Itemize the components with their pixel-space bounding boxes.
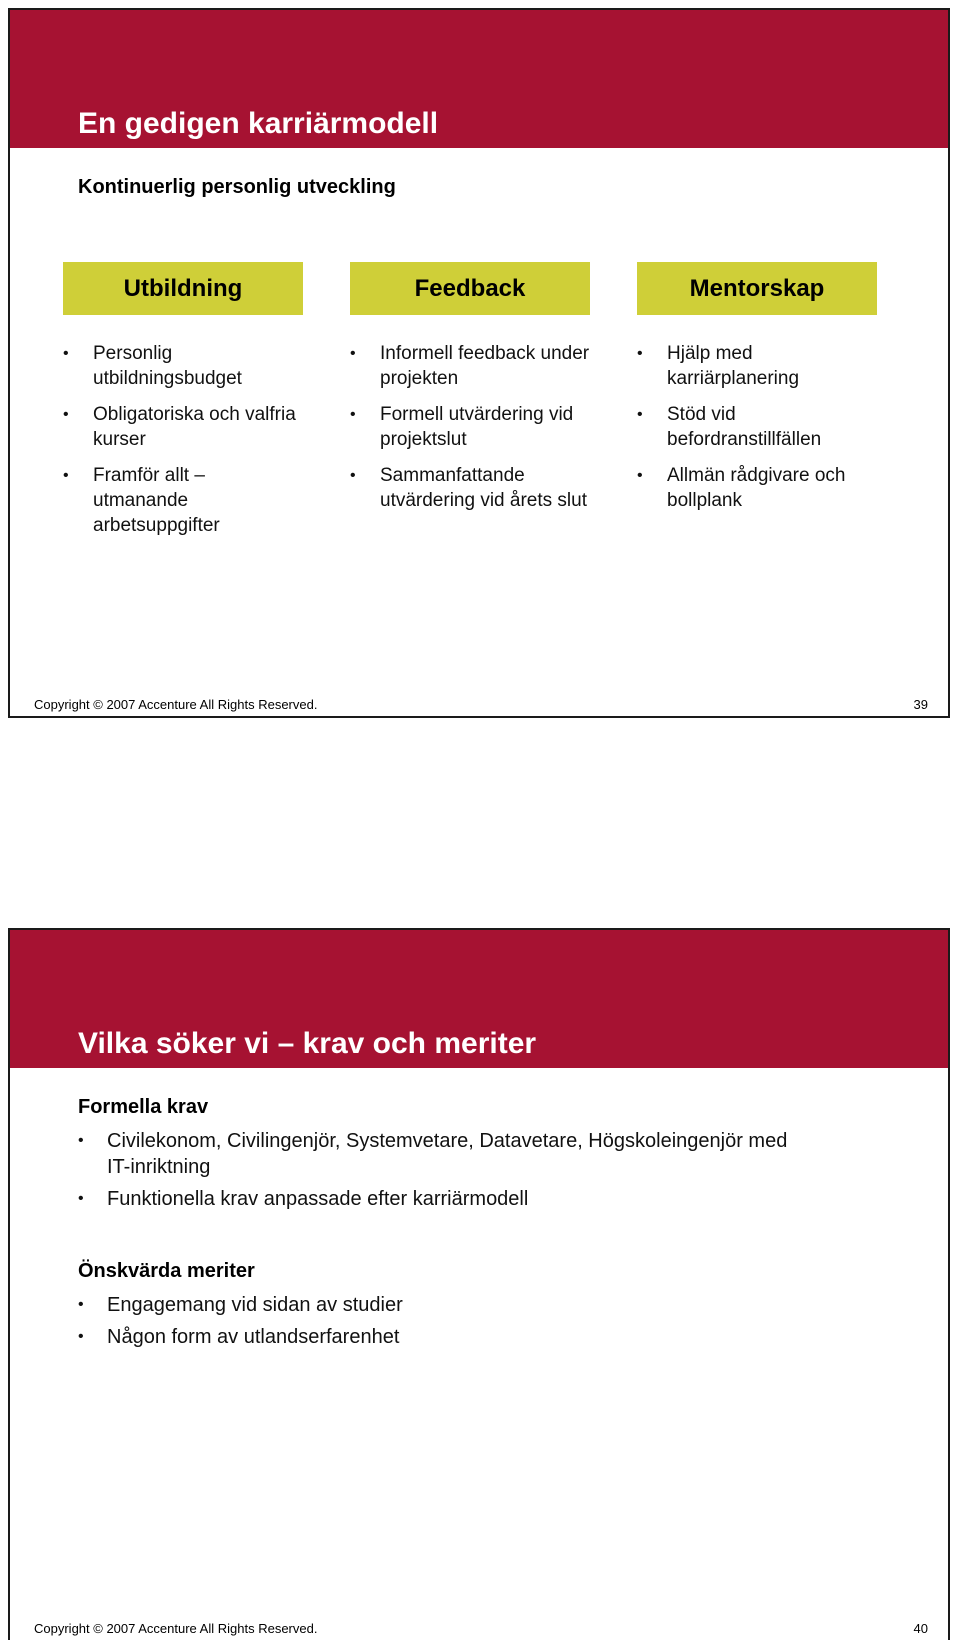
list-item: • Framför allt – utmanande arbetsuppgifter xyxy=(63,463,303,538)
slide-title: En gedigen karriärmodell xyxy=(78,107,439,140)
list-item: • Civilekonom, Civilingenjör, Systemvetare, Datavetare, Högskoleingenjör med IT-inriktning xyxy=(78,1128,798,1180)
column-mentorskap xyxy=(637,262,877,524)
slide-39 xyxy=(8,8,950,718)
slide-title: Vilka söker vi – krav och meriter xyxy=(78,1027,537,1060)
slide-subtitle: Kontinuerlig personlig utveckling xyxy=(78,176,396,198)
page-number: 40 xyxy=(913,1621,928,1636)
list-item: • Informell feedback under projekten xyxy=(350,341,590,391)
list-item: • Någon form av utlandserfarenhet xyxy=(78,1324,798,1350)
list-item: • Personlig utbildningsbudget xyxy=(63,341,303,391)
column-header: Feedback xyxy=(350,262,590,315)
bullet-list xyxy=(350,341,590,513)
list-item: • Hjälp med karriärplanering xyxy=(637,341,877,391)
bullet-list xyxy=(78,1292,798,1356)
column-header: Mentorskap xyxy=(637,262,877,315)
section-heading-desired: Önskvärda meriter xyxy=(78,1260,255,1282)
bullet-list xyxy=(63,341,303,538)
copyright-footer: Copyright © 2007 Accenture All Rights Reserved. xyxy=(34,1621,318,1636)
column-utbildning xyxy=(63,262,303,549)
page-number: 39 xyxy=(913,697,928,712)
bullet-list xyxy=(637,341,877,513)
copyright-footer: Copyright © 2007 Accenture All Rights Reserved. xyxy=(34,697,318,712)
column-header: Utbildning xyxy=(63,262,303,315)
list-item: • Allmän rådgivare och bollplank xyxy=(637,463,877,513)
list-item: • Sammanfattande utvärdering vid årets slut xyxy=(350,463,590,513)
bullet-list xyxy=(78,1128,798,1218)
list-item: • Obligatoriska och valfria kurser xyxy=(63,402,303,452)
column-feedback xyxy=(350,262,590,524)
slide-40 xyxy=(8,928,950,1640)
list-item: • Formell utvärdering vid projektslut xyxy=(350,402,590,452)
section-heading-formal: Formella krav xyxy=(78,1096,209,1118)
list-item: • Funktionella krav anpassade efter karriärmodell xyxy=(78,1186,798,1212)
list-item: • Stöd vid befordranstillfällen xyxy=(637,402,877,452)
list-item: • Engagemang vid sidan av studier xyxy=(78,1292,798,1318)
